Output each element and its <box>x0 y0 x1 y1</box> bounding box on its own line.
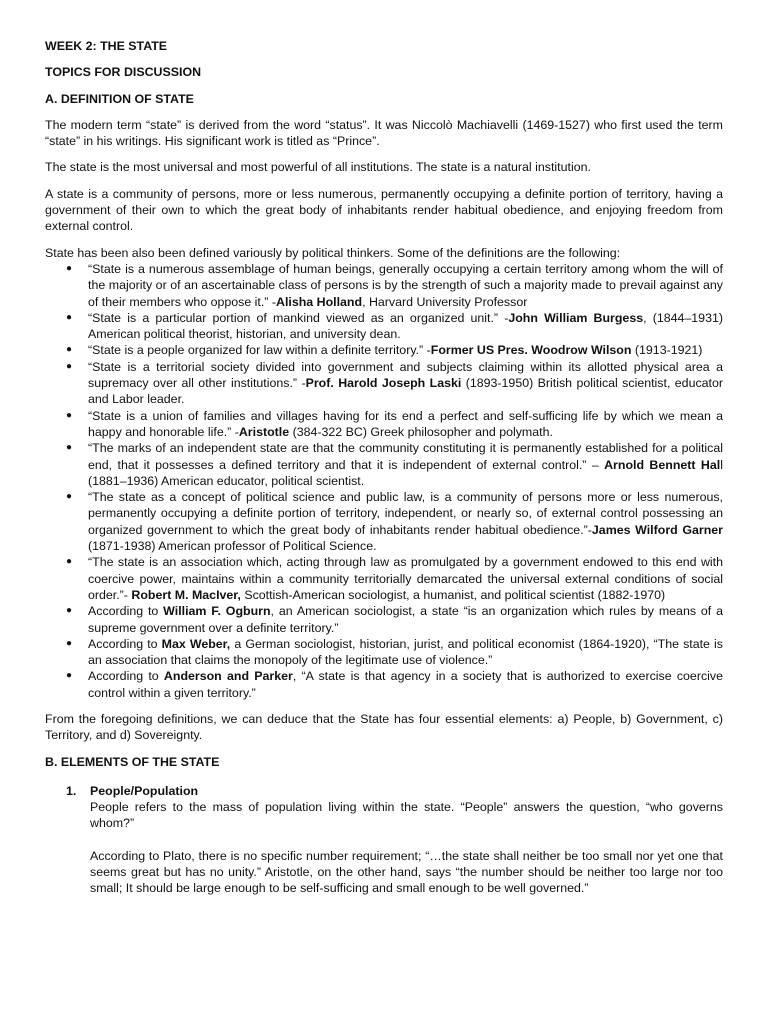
element-title: People/Population <box>90 783 199 798</box>
element-paragraph-plato: According to Plato, there is no specific number requirement; “…the state shall neither be too small nor yet one that seems great but has no unity.” Aristotle, on the other hand, says “the number should be neither too large nor too small; It should be large enough to be self-sufficing and small enough to be well governed.” <box>90 848 723 896</box>
bullet-icon: ● <box>66 556 73 568</box>
definition-quote: “State is a territorial society divided into government and subjects claiming within its allotted physical area a supremacy over all other institutions.” - <box>88 359 723 391</box>
definition-author: Arnold Bennett Hal <box>604 457 721 472</box>
definitions-list <box>45 261 723 701</box>
definition-item <box>45 261 723 310</box>
elements-list <box>45 783 723 897</box>
bullet-icon: ● <box>66 442 73 454</box>
element-paragraph-people: People refers to the mass of population living within the state. “People” answers the question, “who governs whom?” <box>90 800 723 831</box>
definition-author: James Wilford Garner <box>591 522 724 537</box>
element-item <box>45 783 723 897</box>
paragraph-conclusion: From the foregoing definitions, we can deduce that the State has four essential elements: a) People, b) Government, c) Territory, and d) Sovereignty. <box>45 711 723 743</box>
definition-item <box>45 359 723 408</box>
definition-quote: According to <box>88 636 162 651</box>
definition-attribution: , “A state is that agency in a society that is authorized to exercise coercive control within a given territory.” <box>88 669 723 700</box>
definition-item <box>45 489 723 554</box>
definition-item <box>45 440 723 489</box>
bullet-icon: ● <box>66 262 73 274</box>
definition-quote: According to <box>88 604 164 619</box>
definition-quote: “State is a union of families and villages having for its end a perfect and self-sufficing life by which we mean a happy and honorable life.” - <box>88 408 723 439</box>
definition-attribution: , an American sociologist, a state “is an organization which rules by means of a supreme government over a definite territory.” <box>88 604 723 635</box>
definition-quote: “State is a particular portion of mankind viewed as an organized unit.” - <box>88 310 509 325</box>
bullet-icon: ● <box>66 344 73 356</box>
bullet-icon: ● <box>66 311 73 323</box>
definition-attribution: (1893-1950) British political scientist, educator and Labor leader. <box>88 376 724 407</box>
paragraph-etymology: The modern term “state” is derived from the word “status”. It was Niccolò Machiavelli (1469-1527) who first used the term “state” in his writings. His significant work is titled as “Prince”. <box>45 117 723 149</box>
definition-item <box>45 554 723 603</box>
paragraph-definitions-intro: State has been also been defined variously by political thinkers. Some of the definitions are the following: <box>45 245 621 260</box>
definition-attribution: a German sociologist, historian, jurist, and political economist (1864-1920), “The state is an association that claims the monopoly of the legitimate use of violence.” <box>88 636 723 668</box>
section-b-heading: B. ELEMENTS OF THE STATE <box>45 754 220 769</box>
bullet-icon: ● <box>66 637 73 649</box>
definition-attribution: (384-322 BC) Greek philosopher and polymath. <box>289 424 553 439</box>
definition-author: Anderson and Parker <box>163 669 293 684</box>
bullet-icon: ● <box>66 491 73 503</box>
definition-attribution: l (1881–1936) American educator, political scientist. <box>88 457 723 488</box>
definition-author: William F. Ogburn <box>163 604 271 619</box>
definition-author: John William Burgess <box>508 310 644 325</box>
bullet-icon: ● <box>66 360 73 372</box>
definition-quote: “State is a numerous assemblage of human beings, generally occupying a certain territory among whom the will of the majority or of an ascertainable class of persons is by the strength of such a majority made to prevail against any of their members who oppose it.” - <box>88 261 723 309</box>
definition-author: Max Weber, <box>161 636 231 651</box>
definition-author: Prof. Harold Joseph Laski <box>305 376 462 391</box>
definition-item <box>45 603 723 636</box>
bullet-icon: ● <box>66 605 73 617</box>
definition-quote: “The marks of an independent state are that the community constituting it is permanently established for a political end, that it possesses a defined territory and that it is independent of external control.” – <box>88 441 723 472</box>
definition-attribution: , (1844–1931) American political theorist, historian, and university dean. <box>88 310 723 342</box>
bullet-icon: ● <box>66 409 73 421</box>
definition-attribution: (1871-1938) American professor of Political Science. <box>88 539 377 554</box>
definition-quote: “State is a people organized for law within a definite territory.” - <box>88 343 431 358</box>
definition-author: Aristotle <box>238 424 290 439</box>
definition-author: Robert M. MacIver, <box>131 587 241 602</box>
definition-item <box>45 310 723 343</box>
definition-author: Alisha Holland <box>276 294 363 309</box>
definition-item <box>45 668 723 701</box>
definition-attribution: (1913-1921) <box>631 343 703 358</box>
definition-quote: According to <box>88 669 164 684</box>
definition-quote: “The state as a concept of political science and public law, is a community of persons more or less numerous, permanently occupying a definite portion of territory, independent, or nearly so, of external control possessing an organized government to which the great body of inhabitants render habitual obedience.”- <box>88 490 723 537</box>
definition-quote: “The state is an association which, acting through law as promulgated by a government endowed to this end with coercive power, maintains within a community territorially demarcated the universal external conditions of social order.”- <box>88 555 723 602</box>
paragraph-universal: The state is the most universal and most powerful of all institutions. The state is a natural institution. <box>45 160 591 175</box>
section-a-heading: A. DEFINITION OF STATE <box>45 91 194 106</box>
definition-item <box>45 342 723 358</box>
paragraph-community: A state is a community of persons, more or less numerous, permanently occupying a definite portion of territory, having a government of their own to which the great body of inhabitants render habitual obedience, and enjoying freedom from external control. <box>45 186 723 234</box>
definition-author: Former US Pres. Woodrow Wilson <box>430 343 632 358</box>
definition-item <box>45 408 723 441</box>
week-title: WEEK 2: THE STATE <box>45 39 168 53</box>
definition-attribution: Scottish-American sociologist, a humanist, and political scientist (1882-1970) <box>240 587 666 602</box>
bullet-icon: ● <box>66 670 73 682</box>
definition-attribution: , Harvard University Professor <box>362 294 528 309</box>
topics-heading: TOPICS FOR DISCUSSION <box>45 65 202 80</box>
element-number: 1. <box>66 783 77 798</box>
definition-item <box>45 636 723 669</box>
